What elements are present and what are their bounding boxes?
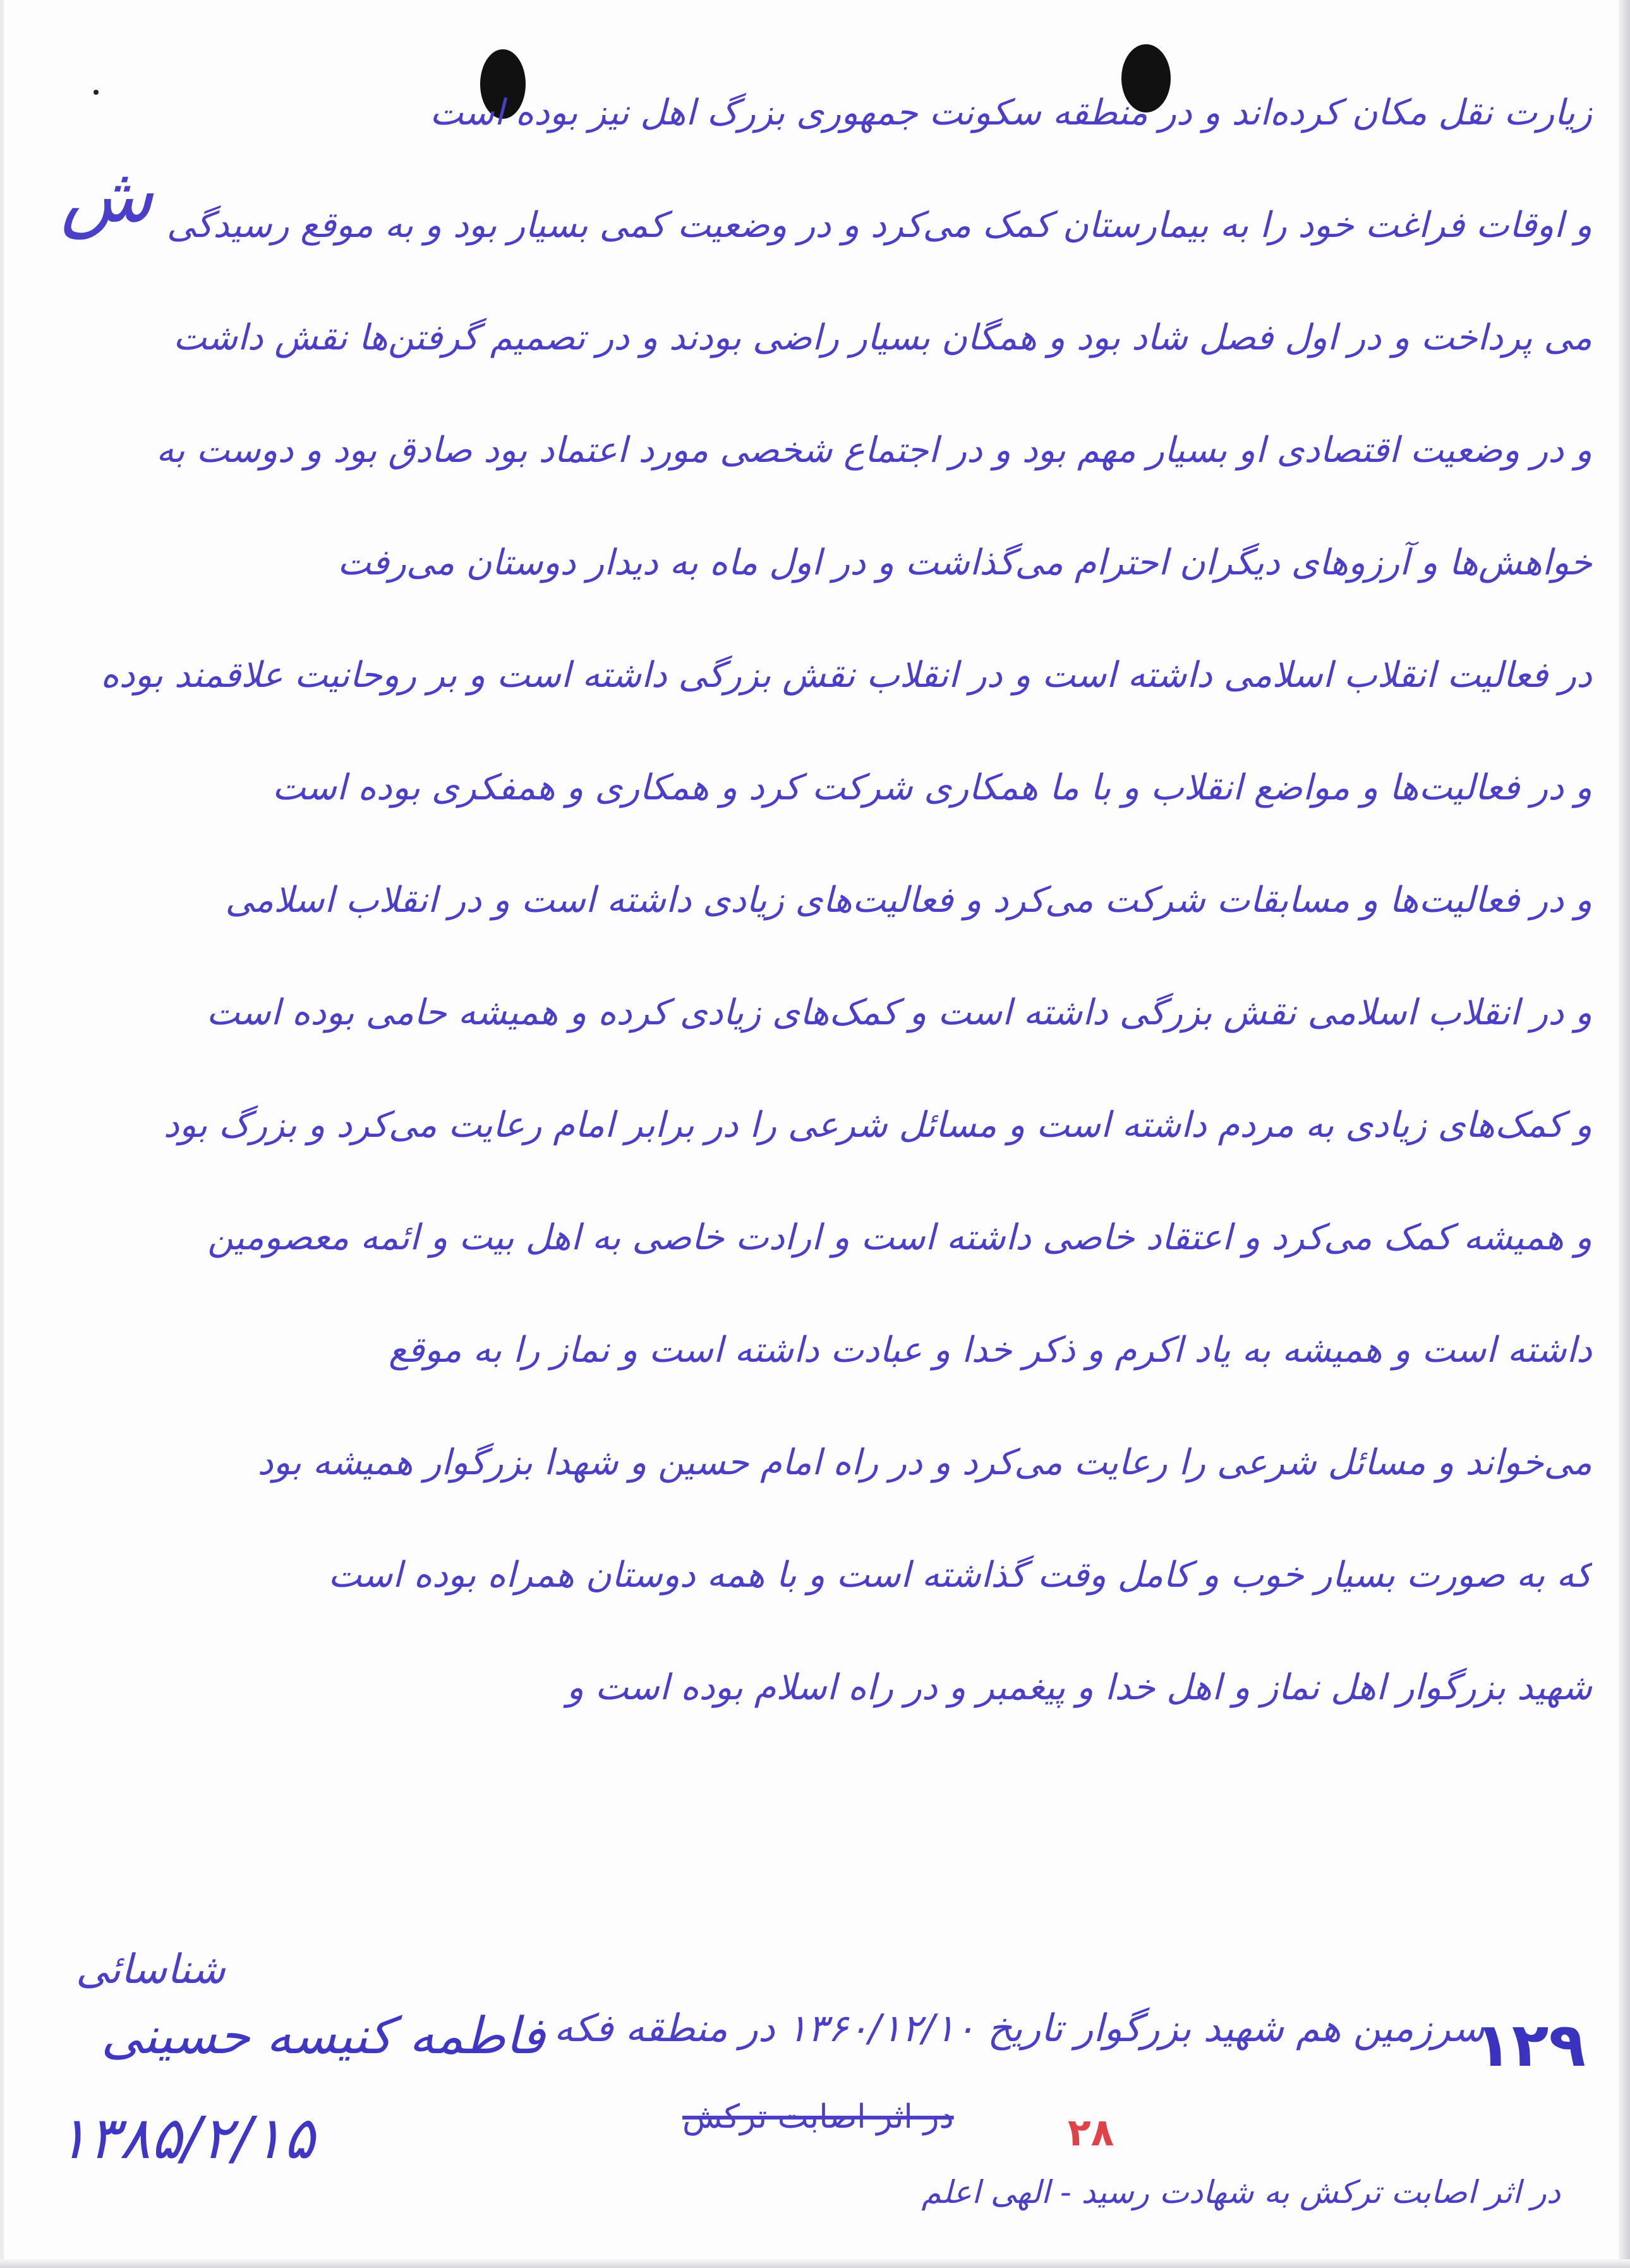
body-line: می پرداخت و در اول فصل شاد بود و همگان بسیار راضی بودند و در تصمیم گرفتن‌ها نقش داشت: [173, 317, 1592, 358]
footer-text: سرزمین هم شهید بزرگوار تاریخ ۱۳۶۰/۱۲/۱۰ در منطقه فکه: [553, 2006, 1485, 2051]
red-correction-mark: ۲۸: [1068, 2111, 1114, 2155]
body-line: و در وضعیت اقتصادی او بسیار مهم بود و در اجتماع شخصی مورد اعتماد بود صادق بود و دوست به: [156, 430, 1592, 471]
body-line: و اوقات فراغت خود را به بیمارستان کمک می‌کرد و در وضعیت کمی بسیار بود و به موقع رسیدگی: [166, 205, 1592, 246]
body-line: خواهش‌ها و آرزوهای دیگران احترام می‌گذاشت و در اول ماه به دیدار دوستان می‌رفت: [337, 542, 1592, 583]
body-line: داشته است و همیشه به یاد اکرم و ذکر خدا و عبادت داشته است و نماز را به موقع: [389, 1330, 1592, 1371]
margin-note-top: ش: [61, 152, 154, 240]
body-line: و همیشه کمک می‌کرد و اعتقاد خاصی داشته است و ارادت خاصی به اهل بیت و ائمه معصومین: [207, 1217, 1592, 1258]
paper-right-edge: [1619, 0, 1630, 2268]
body-line: شهید بزرگوار اهل نماز و اهل خدا و پیغمبر و در راه اسلام بوده است و: [567, 1667, 1592, 1708]
page-number: ۱۲۹: [1475, 2010, 1586, 2080]
struck-text: در اثر اصابت ترکش: [682, 2098, 954, 2136]
body-line: زیارت نقل مکان کرده‌اند و در منطقه سکونت جمهوری بزرگ اهل نیز بوده است: [430, 92, 1592, 133]
handwritten-date: ۱۳۸۵/۲/۱۵: [57, 2104, 315, 2172]
body-line: و کمک‌های زیادی به مردم داشته است و مسائل شرعی را در برابر امام رعایت می‌کرد و بزرگ بود: [163, 1105, 1592, 1146]
body-line: در فعالیت انقلاب اسلامی داشته است و در انقلاب نقش بزرگی داشته است و بر روحانیت علاقمند بوده: [100, 655, 1592, 696]
paper-bottom-edge: [0, 2259, 1630, 2268]
paper-left-edge: [0, 0, 4, 2268]
signature: فاطمه کنیسه حسینی: [101, 2006, 545, 2065]
body-line: و در فعالیت‌ها و مواضع انقلاب و با ما همکاری شرکت کرد و همکاری و همفکری بوده است: [272, 767, 1592, 808]
last-line: در اثر اصابت ترکش به شهادت رسید - الهی اعلم: [921, 2174, 1561, 2210]
body-line: که به صورت بسیار خوب و کامل وقت گذاشته است و با همه دوستان همراه بوده است: [328, 1555, 1592, 1596]
body-line: می‌خواند و مسائل شرعی را رعایت می‌کرد و در راه امام حسین و شهدا بزرگوار همیشه بود: [257, 1442, 1592, 1483]
body-text: [44, 57, 1592, 1744]
body-line: و در انقلاب اسلامی نقش بزرگی داشته است و کمک‌های زیادی کرده و همیشه حامی بوده است: [206, 992, 1592, 1033]
margin-note-left: شناسائی: [76, 1946, 226, 1993]
body-line: و در فعالیت‌ها و مسابقات شرکت می‌کرد و فعالیت‌های زیادی داشته است و در انقلاب اسلامی: [225, 880, 1592, 921]
